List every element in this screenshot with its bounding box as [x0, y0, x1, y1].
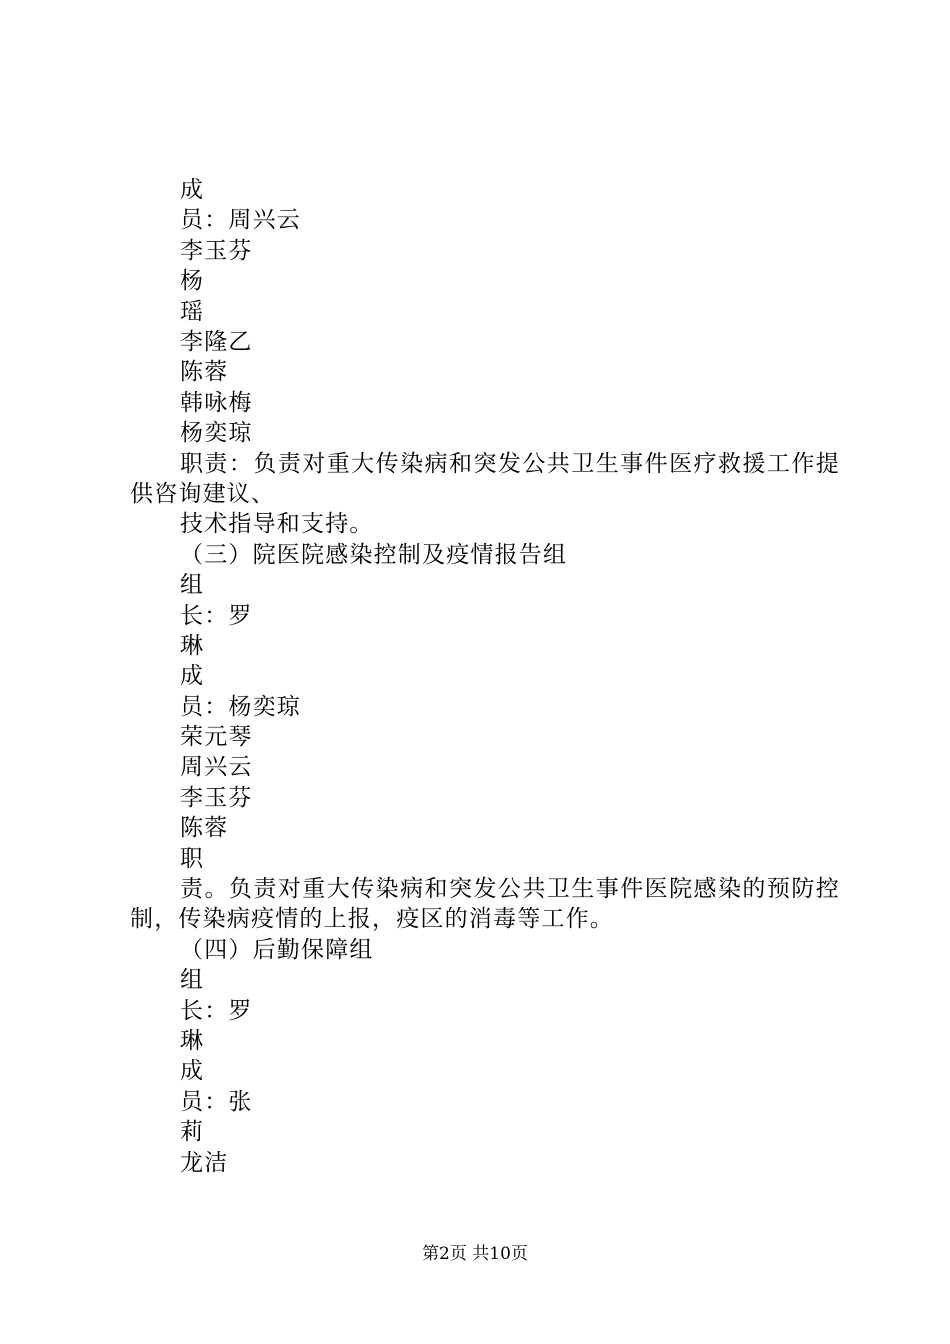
page-footer	[0, 1242, 950, 1266]
body-line: 瑶	[180, 298, 205, 325]
body-line: 龙洁	[180, 1149, 229, 1176]
body-line: 周兴云	[180, 754, 253, 781]
body-line: 李玉芬	[180, 237, 253, 264]
body-line: 职	[180, 845, 205, 872]
body-line: 杨奕琼	[180, 420, 253, 447]
body-line: 琳	[180, 1028, 205, 1054]
body-line: 员：杨奕琼	[180, 693, 301, 720]
body-line: 李隆乙	[180, 328, 253, 355]
body-line: 韩咏梅	[180, 389, 253, 416]
body-line: 成	[180, 177, 205, 203]
body-line: 陈蓉	[180, 359, 229, 386]
page-number-label: 第2页 共10页	[422, 1244, 528, 1264]
body-line: 技术指导和支持。	[180, 511, 374, 538]
body-paragraph: 职责：负责对重大传染病和突发公共卫生事件医疗救援工作提供咨询建议、	[130, 450, 840, 507]
body-line: 组	[180, 572, 205, 599]
body-line: （三）院医院感染控制及疫情报告组	[180, 541, 568, 568]
body-line: 琳	[180, 632, 205, 659]
body-line: 长：罗	[180, 997, 253, 1024]
body-line: 荣元琴	[180, 724, 253, 751]
body-line: 组	[180, 967, 205, 994]
document-body	[130, 175, 840, 1178]
body-line: 莉	[180, 1119, 205, 1146]
body-line: 成	[180, 1058, 205, 1085]
body-line: 长：罗	[180, 602, 253, 629]
body-line: 李玉芬	[180, 784, 253, 811]
body-line: 员：周兴云	[180, 207, 301, 234]
body-line: 陈蓉	[180, 815, 229, 842]
body-line: 成	[180, 663, 205, 690]
body-line: 员：张	[180, 1088, 253, 1115]
body-line: （四）后勤保障组	[180, 936, 374, 963]
body-line: 杨	[180, 268, 205, 295]
body-paragraph: 责。负责对重大传染病和突发公共卫生事件医院感染的预防控制，传染病疫情的上报，疫区的消毒等工作。	[130, 876, 840, 933]
